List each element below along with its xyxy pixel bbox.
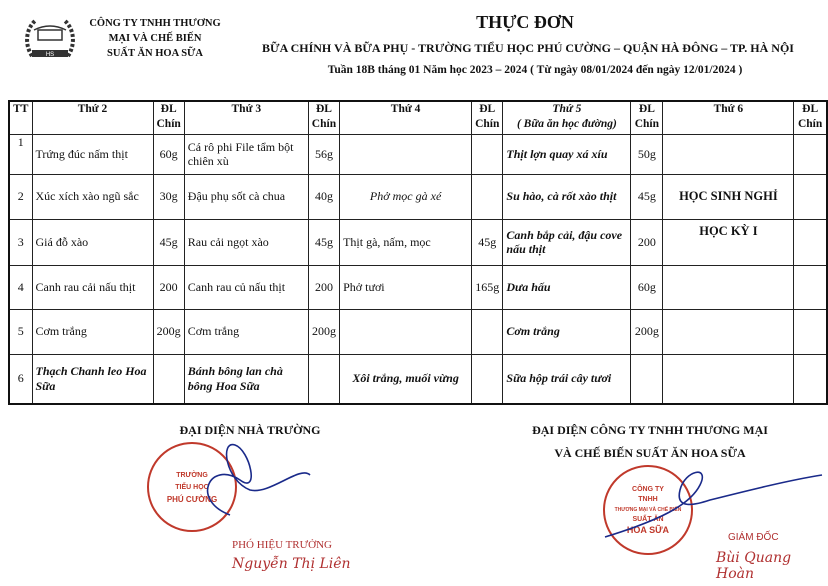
day3-dish: Cá rô phi File tẩm bột chiên xù [184,134,308,174]
day5-dish: Thịt lợn quay xá xíu [503,134,631,174]
row-number: 3 [9,219,32,265]
school-signature-icon [180,440,320,520]
day3-dish: Đậu phụ sốt cà chua [184,174,308,219]
row-number: 4 [9,265,32,309]
table-row [9,354,827,404]
company-stamp-icon: CÔNG TY TNHH THƯƠNG MẠI VÀ CHẾ BIẾN SUẤT ĂN HOA SỮA [603,465,693,555]
page-title: THỰC ĐƠN [476,12,574,32]
day3-dish: Bánh bông lan chà bông Hoa Sữa [184,354,308,404]
day4-quantity: 45g [472,219,503,265]
day3-quantity [308,354,339,404]
day4-dish: Phở tươi [340,265,472,309]
day6-quantity [794,265,827,309]
day2-quantity: 200 [153,265,184,309]
day2-quantity: 45g [153,219,184,265]
day4-quantity [472,354,503,404]
header-day4: Thứ 4 [340,101,472,134]
day4-dish: Xôi trắng, muối vừng [340,354,472,404]
menu-table [8,100,828,405]
company-signature-icon [600,465,825,545]
day6-dish [663,265,794,309]
day6-quantity [794,134,827,174]
day2-dish: Trứng đúc nấm thịt [32,134,153,174]
header-dl: ĐL Chín [472,101,503,134]
company-signature-heading-1: ĐẠI DIỆN CÔNG TY TNHH THƯƠNG MẠI [532,423,768,437]
school-signature-heading: ĐẠI DIỆN NHÀ TRƯỜNG [179,423,321,437]
day4-quantity [472,309,503,354]
week-range: Tuần 18B tháng 01 Năm học 2023 – 2024 ( Từ ngày 08/01/2024 đến ngày 12/01/2024 ) [327,64,743,76]
row-number: 6 [9,354,32,404]
day2-dish: Cơm trắng [32,309,153,354]
header-dl: ĐL Chín [794,101,827,134]
holiday-notice: HỌC KỲ I [663,219,794,265]
day5-dish: Cơm trắng [503,309,631,354]
header-day6: Thứ 6 [663,101,794,134]
day2-dish: Canh rau cải nấu thịt [32,265,153,309]
school-signer-name: Nguyễn Thị Liên [232,556,351,572]
day5-dish: Dưa hấu [503,265,631,309]
company-line-3: SUẤT ĂN HOA SỮA [107,48,203,59]
company-name [80,16,230,61]
day6-quantity [794,354,827,404]
company-signer-name: Bùi Quang Hoàn [716,550,792,582]
day3-dish: Canh rau củ nấu thịt [184,265,308,309]
day5-dish: Su hào, cà rốt xào thịt [503,174,631,219]
header-tt: TT [9,101,32,134]
svg-text:HS: HS [45,52,55,58]
day4-quantity [472,174,503,219]
day5-quantity: 200 [631,219,663,265]
day3-quantity: 45g [308,219,339,265]
company-line-1: CÔNG TY TNHH THƯƠNG [89,18,221,29]
day5-dish: Canh bắp cải, đậu cove nấu thịt [503,219,631,265]
day5-dish: Sữa hộp trái cây tươi [503,354,631,404]
day4-dish [340,309,472,354]
day2-quantity: 200g [153,309,184,354]
laurel-wreath-logo-icon [22,14,78,64]
day6-dish [663,309,794,354]
school-stamp-icon: TRƯỜNG TIỂU HỌC PHÚ CƯỜNG [147,442,237,532]
day2-dish: Xúc xích xào ngũ sắc [32,174,153,219]
day6-dish [663,354,794,404]
day4-quantity [472,134,503,174]
table-row [9,309,827,354]
day4-dish: Thịt gà, nấm, mọc [340,219,472,265]
table-row [9,174,827,219]
day2-dish: Thạch Chanh leo Hoa Sữa [32,354,153,404]
day3-quantity: 200g [308,309,339,354]
day3-dish: Cơm trắng [184,309,308,354]
header-dl: ĐL Chín [308,101,339,134]
holiday-notice: HỌC SINH NGHỈ [663,174,794,219]
day5-quantity: 60g [631,265,663,309]
day6-dish [663,134,794,174]
header-day5: Thứ 5 ( Bữa ăn học đường) [503,101,631,134]
day4-quantity: 165g [472,265,503,309]
page-subtitle: BỮA CHÍNH VÀ BỮA PHỤ - TRƯỜNG TIỂU HỌC PHÚ CƯỜNG – QUẬN HÀ ĐÔNG – TP. HÀ NỘI [262,41,794,55]
table-header-row [9,101,827,134]
day3-quantity: 200 [308,265,339,309]
company-signer-role: GIÁM ĐỐC [728,532,779,543]
row-number: 5 [9,309,32,354]
header-dl: ĐL Chín [631,101,663,134]
day3-quantity: 40g [308,174,339,219]
day5-quantity [631,354,663,404]
table-row [9,265,827,309]
day2-quantity: 60g [153,134,184,174]
company-signature-heading-2: VÀ CHẾ BIẾN SUẤT ĂN HOA SỮA [554,446,746,460]
day3-dish: Rau cải ngọt xào [184,219,308,265]
day6-quantity [794,174,827,219]
day6-quantity [794,219,827,265]
row-number: 1 [9,134,32,174]
day2-dish: Giá đỗ xào [32,219,153,265]
day4-dish: Phở mọc gà xé [340,174,472,219]
day5-quantity: 50g [631,134,663,174]
row-number: 2 [9,174,32,219]
day6-quantity [794,309,827,354]
day3-quantity: 56g [308,134,339,174]
day5-quantity: 45g [631,174,663,219]
table-row [9,134,827,174]
school-signer-role: PHÓ HIỆU TRƯỞNG [232,539,332,551]
day2-quantity: 30g [153,174,184,219]
day4-dish [340,134,472,174]
header-day2: Thứ 2 [32,101,153,134]
day2-quantity [153,354,184,404]
header-dl: ĐL Chín [153,101,184,134]
header-day3: Thứ 3 [184,101,308,134]
company-line-2: MẠI VÀ CHẾ BIẾN [108,33,202,44]
day5-quantity: 200g [631,309,663,354]
table-row [9,219,827,265]
